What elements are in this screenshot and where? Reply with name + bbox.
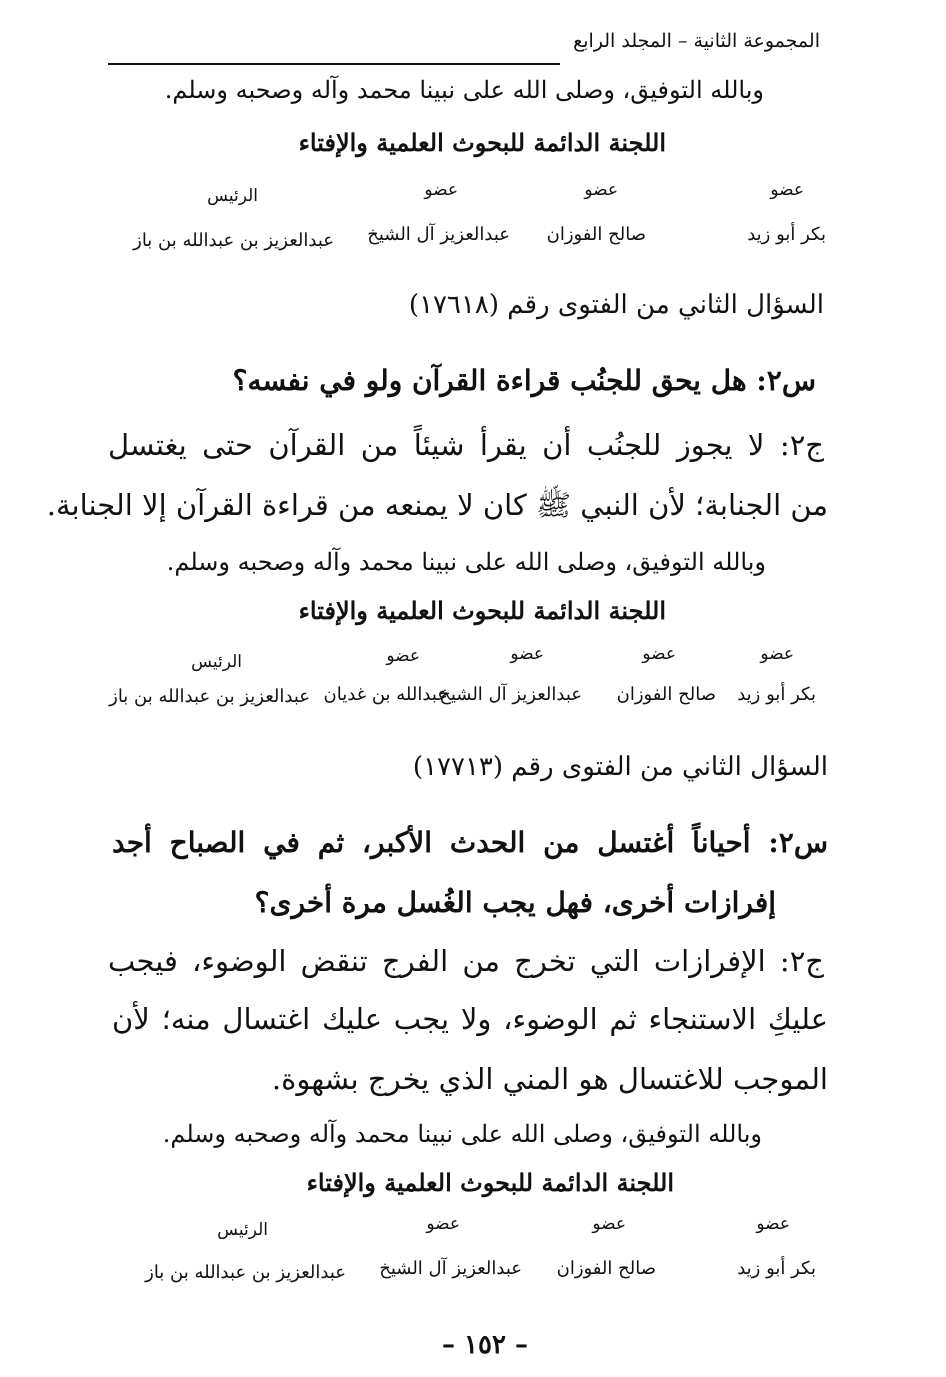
signatory-aal-sheikh: عبدالعزيز آل الشيخ <box>379 1258 522 1279</box>
role-member: عضو <box>510 644 544 664</box>
question-2-line-1: س٢: أحياناً أغتسل من الحدث الأكبر، ثم في الصباح أجد <box>112 826 828 859</box>
role-member: عضو <box>642 644 676 664</box>
question-2-line-2: إفرازات أخرى، فهل يجب الغُسل مرة أخرى؟ <box>254 886 776 919</box>
role-member: عضو <box>760 644 794 664</box>
committee-name-1: اللجنة الدائمة للبحوث العلمية والإفتاء <box>298 128 666 157</box>
signatory-bin-baz: عبدالعزيز بن عبدالله بن باز <box>133 230 334 251</box>
answer-1-line-2: من الجنابة؛ لأن النبي ﷺ كان لا يمنعه من قراءة القرآن إلا الجنابة. <box>46 488 828 522</box>
page-number: – ١٥٢ – <box>441 1330 528 1360</box>
question-1: س٢: هل يحق للجنُب قراءة القرآن ولو في نفسه؟ <box>232 364 816 397</box>
role-member: عضو <box>770 180 804 200</box>
role-chairman: الرئيس <box>217 1220 268 1240</box>
role-member: عضو <box>756 1214 790 1234</box>
signatory-bakr: بكر أبو زيد <box>747 224 826 245</box>
role-chairman: الرئيس <box>191 652 242 672</box>
committee-name-2: اللجنة الدائمة للبحوث العلمية والإفتاء <box>298 596 666 625</box>
fatwa-heading-2: السؤال الثاني من الفتوى رقم (١٧٧١٣) <box>412 752 828 782</box>
answer-2-line-3: الموجب للاغتسال هو المني الذي يخرج بشهوة. <box>271 1062 828 1096</box>
answer-2-line-2: عليكِ الاستنجاء ثم الوضوء، ولا يجب عليك اغتسال منه؛ لأن <box>112 1002 828 1036</box>
signatory-ghudayan: عبدالله بن غديان <box>323 684 448 705</box>
answer-2-line-1: ج٢: الإفرازات التي تخرج من الفرج تنقض الوضوء، فيجب <box>108 944 824 978</box>
signatory-aal-sheikh: عبدالعزيز آل الشيخ <box>439 684 582 705</box>
role-member: عضو <box>592 1214 626 1234</box>
closing-line-1: وبالله التوفيق، وصلى الله على نبينا محمد وآله وصحبه وسلم. <box>164 76 764 104</box>
signatory-saleh: صالح الفوزان <box>616 684 716 705</box>
header-rule <box>108 63 560 65</box>
signatory-bin-baz: عبدالعزيز بن عبدالله بن باز <box>145 1262 346 1283</box>
signatory-bin-baz: عبدالعزيز بن عبدالله بن باز <box>109 686 310 707</box>
closing-line-3: وبالله التوفيق، وصلى الله على نبينا محمد وآله وصحبه وسلم. <box>162 1120 762 1148</box>
signatory-bakr: بكر أبو زيد <box>737 684 816 705</box>
role-member: عضو <box>386 646 420 666</box>
role-chairman: الرئيس <box>207 186 258 206</box>
answer-1-line-1: ج٢: لا يجوز للجنُب أن يقرأ شيئاً من القرآن حتى يغتسل <box>108 428 824 462</box>
role-member: عضو <box>426 1214 460 1234</box>
signatory-bakr: بكر أبو زيد <box>737 1258 816 1279</box>
committee-name-3: اللجنة الدائمة للبحوث العلمية والإفتاء <box>306 1168 674 1197</box>
signatory-saleh: صالح الفوزان <box>556 1258 656 1279</box>
signatory-aal-sheikh: عبدالعزيز آل الشيخ <box>367 224 510 245</box>
signatory-saleh: صالح الفوزان <box>546 224 646 245</box>
running-header: المجموعة الثانية – المجلد الرابع <box>573 30 820 52</box>
closing-line-2: وبالله التوفيق، وصلى الله على نبينا محمد وآله وصحبه وسلم. <box>166 548 766 576</box>
role-member: عضو <box>584 180 618 200</box>
role-member: عضو <box>424 180 458 200</box>
fatwa-heading-1: السؤال الثاني من الفتوى رقم (١٧٦١٨) <box>408 290 824 320</box>
